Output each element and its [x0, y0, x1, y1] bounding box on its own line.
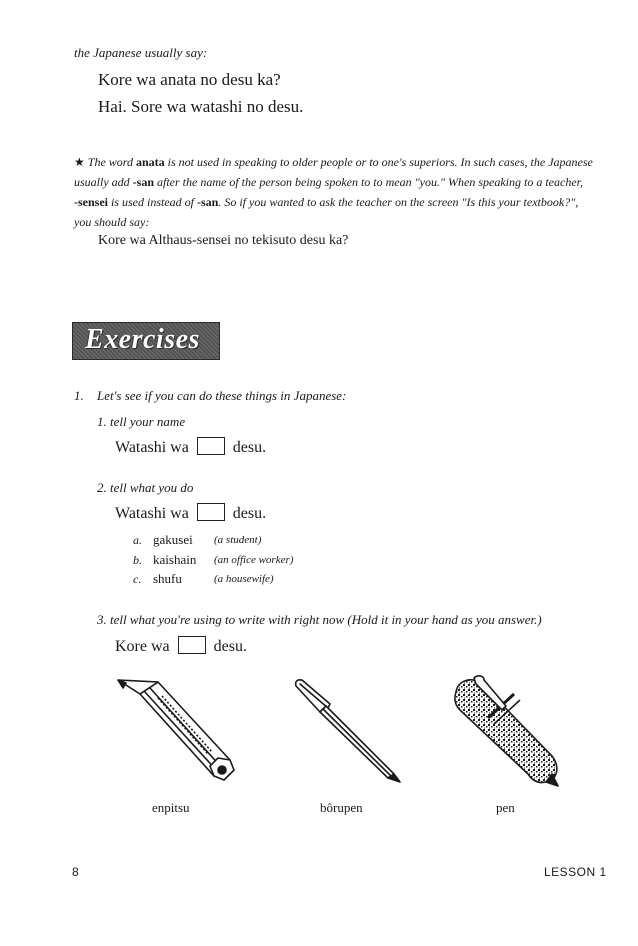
note-line-3: -sensei is used instead of -san. So if you wanted to ask the teacher on the screen "Is this your textbook?",: [74, 195, 579, 209]
answer-blank-box[interactable]: [197, 503, 225, 521]
sub-3-prompt: 3. tell what you're using to write with right now (Hold it in your hand as you answer.): [97, 612, 542, 627]
option-gloss: (a housewife): [214, 573, 274, 585]
sub-2-answer-line: Watashi wa desu.: [115, 505, 267, 522]
example-sentence-2: Hai. Sore wa watashi no desu.: [98, 97, 304, 116]
sub-2-prompt: 2. tell what you do: [97, 480, 194, 495]
option-gloss: (a student): [214, 534, 262, 546]
option-letter: b.: [133, 553, 142, 567]
exercise-1-prompt: Let's see if you can do these things in Japanese:: [97, 388, 347, 403]
note-line-4: you should say:: [74, 215, 150, 229]
answer-blank-box[interactable]: [178, 636, 206, 654]
pencil-icon: [110, 676, 236, 788]
note-example-sentence: Kore wa Althaus-sensei no tekisuto desu ka?: [98, 233, 349, 248]
exercise-1-number: 1.: [74, 388, 84, 403]
pencil-caption: enpitsu: [152, 800, 190, 815]
option-letter: a.: [133, 533, 142, 547]
note-line-1: ★ The word anata is not used in speaking to older people or to one's superiors. In such cases, the Japanese: [74, 155, 593, 169]
fountain-pen-icon: [448, 674, 564, 788]
intro-lead-in: the Japanese usually say:: [74, 45, 208, 60]
sub-3-answer-line: Kore wa desu.: [115, 638, 247, 655]
exercises-heading: Exercises: [72, 322, 220, 360]
option-word: shufu: [153, 571, 182, 586]
page-number: 8: [72, 865, 79, 879]
example-sentence-1: Kore wa anata no desu ka?: [98, 70, 281, 89]
sub-1-answer-line: Watashi wa desu.: [115, 439, 267, 456]
option-letter: c.: [133, 572, 142, 586]
ballpoint-pen-icon: [290, 676, 406, 784]
fountain-pen-caption: pen: [496, 800, 515, 815]
star-icon: ★: [74, 155, 85, 169]
lesson-label: LESSON 1: [544, 865, 607, 879]
ballpoint-pen-caption: bôrupen: [320, 800, 363, 815]
option-gloss: (an office worker): [214, 554, 294, 566]
option-word: gakusei: [153, 532, 193, 547]
answer-blank-box[interactable]: [197, 437, 225, 455]
sub-1-prompt: 1. tell your name: [97, 414, 186, 429]
option-word: kaishain: [153, 552, 197, 567]
note-line-2: usually add -san after the name of the person being spoken to to mean "you." When speaking to a teacher,: [74, 175, 584, 189]
